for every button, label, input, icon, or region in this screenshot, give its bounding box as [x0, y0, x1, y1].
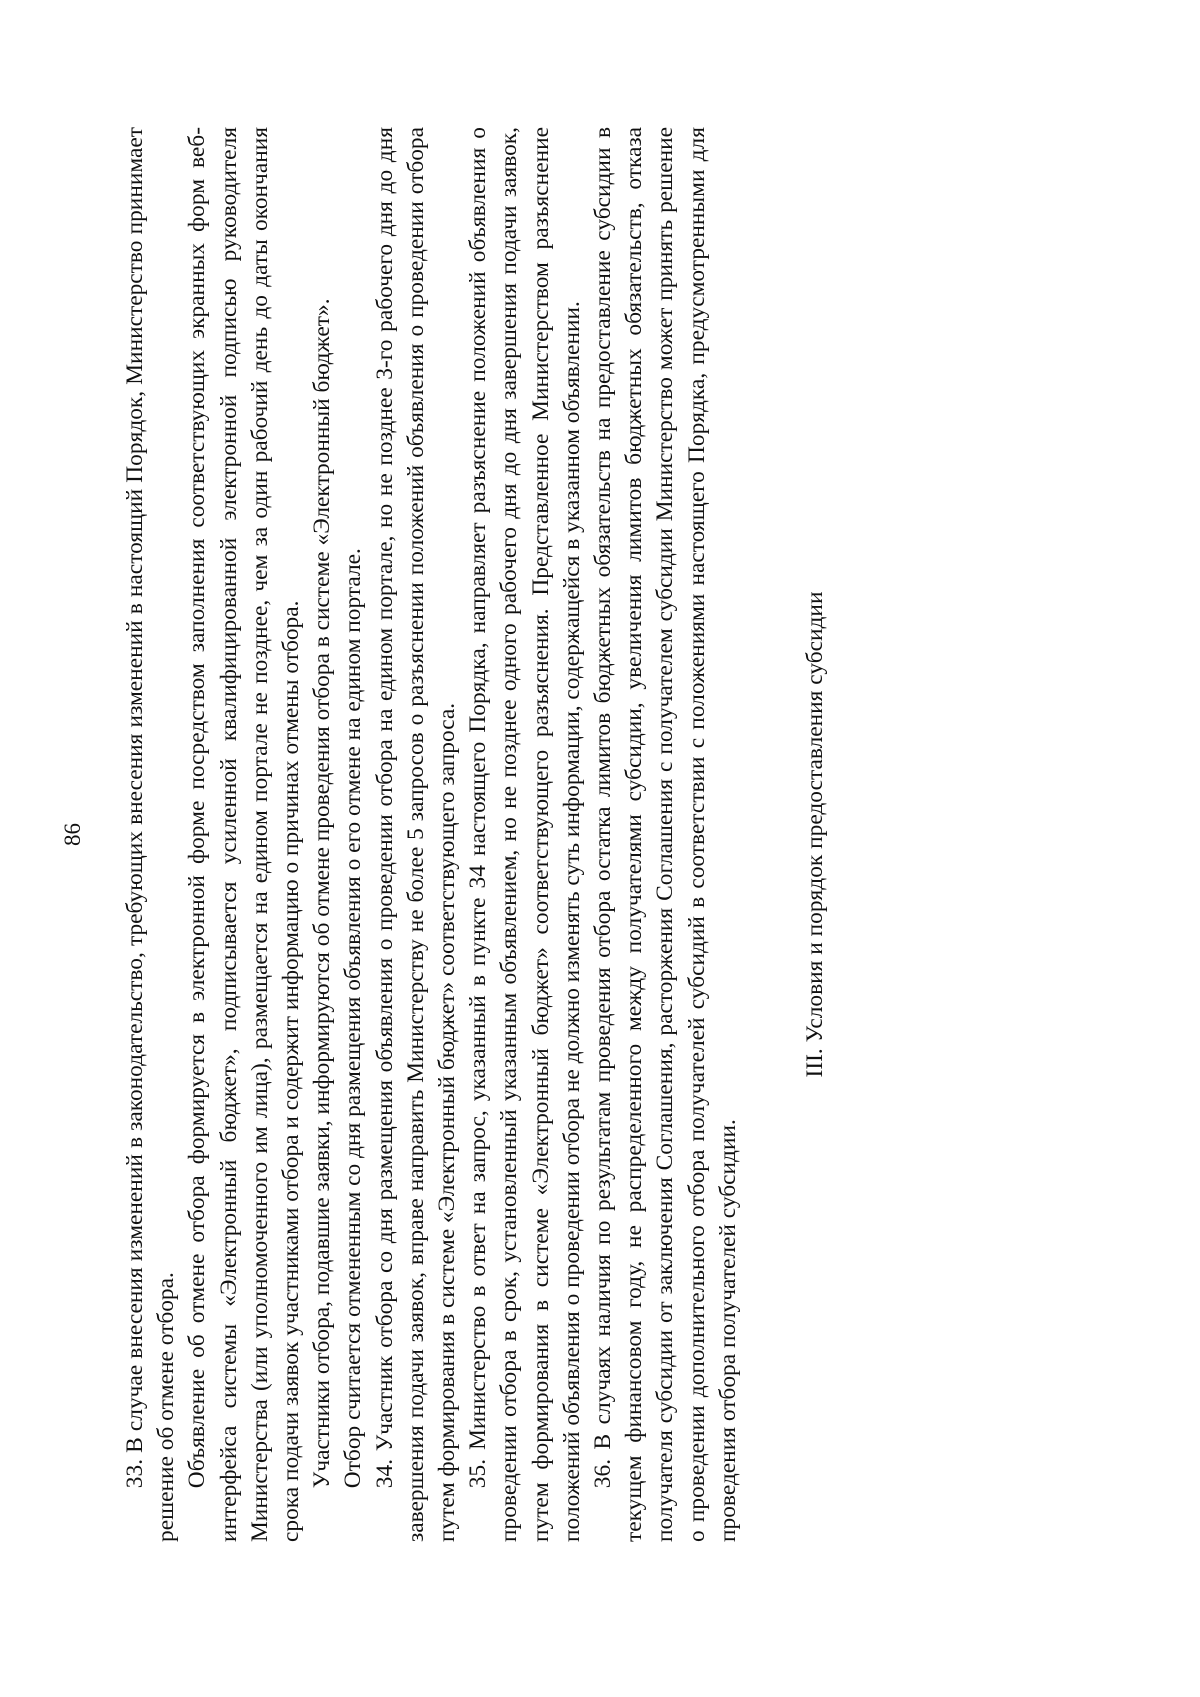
document-page	[60, 127, 831, 1542]
paragraph-33: 33. В случае внесения изменений в законодательство, требующих внесения изменений в настоящий Порядок, Министерство принимает решение об отмене отбора.	[122, 127, 180, 1542]
paragraph-selection-cancelled: Отбор считается отмененным со дня размещения объявления о его отмене на едином портале.	[340, 548, 367, 1489]
paragraph-cancellation-notice: Объявление об отмене отбора формируется в электронной форме посредством заполнения соответствующих экранных форм веб-интерфейса системы «Электронный бюджет», подписывается усиленной квалифицированной электронной подписью руководителя Министерства (или уполномоченного им лица), размещается на едином портале не позднее, чем за один рабочий день до даты окончания срока подачи заявок участниками отбора и содержит информацию о причинах отмены отбора.	[184, 127, 305, 1542]
paragraph-35: 35. Министерство в ответ на запрос, указанный в пункте 34 настоящего Порядка, направляет разъяснение положений объявления о проведении отбора в срок, установленный указанным объявлением, но не позднее одного рабочего дня до дня завершения подачи заявок, путем формирования в системе «Электронный бюджет» соответствующего разъяснения. Представленное Министерством разъяснение положений объявления о проведении отбора не должно изменять суть информации, содержащейся в указанном объявлении.	[465, 127, 585, 1542]
section-heading: III. Условия и порядок предоставления субсидии	[802, 591, 829, 1078]
paragraph-36: 36. В случаях наличия по результатам проведения отбора остатка лимитов бюджетных обязательств на предоставление субсидии в текущем финансовом году, не распределенного между получателями субсидии, увеличения лимитов бюджетных обязательств, отказа получателя субсидии от заключения Соглашения, расторжения Соглашения с получателем субсидии Министерство может принять решение о проведении дополнительного отбора получателей субсидий в соответствии с положениями настоящего Порядка, предусмотренными для проведения отбора получателей субсидии.	[590, 127, 741, 1542]
paragraph-participants-informed: Участники отбора, подавшие заявки, информируются об отмене проведения отбора в системе «Электронный бюджет».	[309, 298, 336, 1489]
paragraph-34: 34. Участник отбора со дня размещения объявления о проведении отбора на едином портале, но не позднее 3-го рабочего дня до дня завершения подачи заявок, вправе направить Министерству не более 5 запросов о разъяснении положений объявления о проведении отбора путем формирования в системе «Электронный бюджет» соответствующего запроса.	[371, 127, 461, 1542]
page-number: 86	[60, 823, 85, 846]
